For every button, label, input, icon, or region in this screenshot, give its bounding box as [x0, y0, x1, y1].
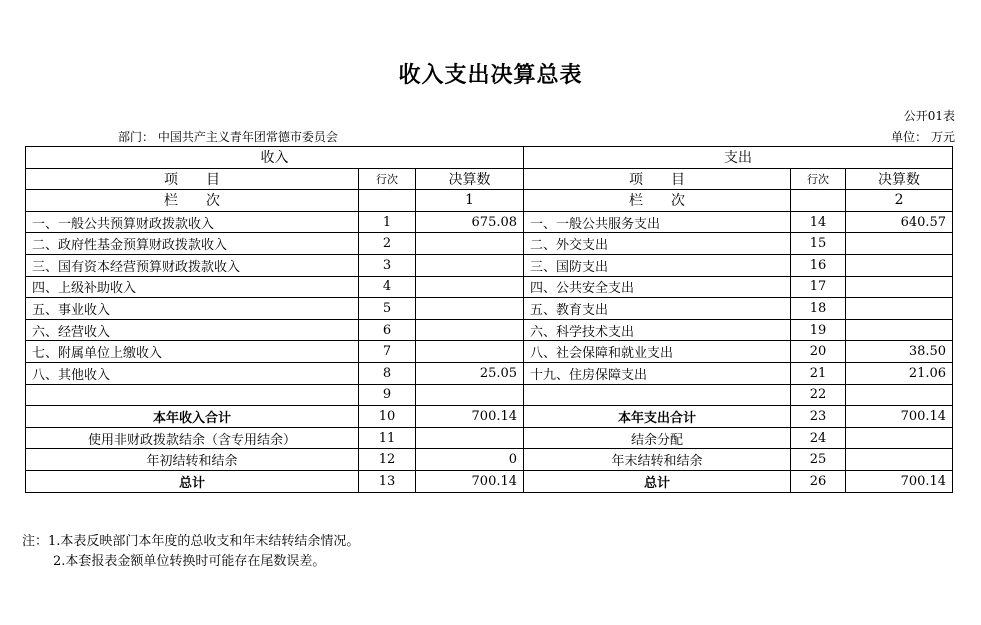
income-value	[416, 298, 524, 320]
expense-line-no: 21	[791, 362, 846, 384]
expense-item-name: 三、国防支出	[524, 254, 791, 276]
expense-item-name: 年末结转和结余	[524, 449, 791, 471]
table-row	[26, 254, 953, 276]
table-row	[26, 427, 953, 449]
income-line-no: 4	[359, 276, 416, 298]
expense-final-header: 决算数	[846, 168, 953, 190]
table-row	[26, 298, 953, 320]
income-column-number: 1	[416, 190, 524, 212]
expense-line-no: 26	[791, 470, 846, 492]
expense-item-name: 二、外交支出	[524, 233, 791, 255]
expense-section-header: 支出	[524, 147, 953, 169]
expense-item-name	[524, 384, 791, 406]
expense-value: 700.14	[846, 406, 953, 428]
expense-line-no: 23	[791, 406, 846, 428]
table-row	[26, 211, 953, 233]
income-value: 0	[416, 449, 524, 471]
notes	[22, 532, 359, 572]
income-value: 25.05	[416, 362, 524, 384]
unit-label: 单位： 万元	[891, 130, 955, 144]
income-line-no: 7	[359, 341, 416, 363]
income-item-name: 年初结转和结余	[26, 449, 359, 471]
income-item-name: 七、附属单位上缴收入	[26, 341, 359, 363]
grand-total-row	[26, 470, 953, 492]
table-column-index-row	[26, 190, 953, 212]
table-row	[26, 362, 953, 384]
expense-line-no: 15	[791, 233, 846, 255]
expense-line-no: 20	[791, 341, 846, 363]
income-line-no: 11	[359, 427, 416, 449]
expense-item-name: 十九、住房保障支出	[524, 362, 791, 384]
income-line-no: 5	[359, 298, 416, 320]
income-value	[416, 276, 524, 298]
income-item-name: 六、经营收入	[26, 319, 359, 341]
income-line-no: 2	[359, 233, 416, 255]
table-header-section-row	[26, 147, 953, 169]
expense-value: 21.06	[846, 362, 953, 384]
expense-item-name: 六、科学技术支出	[524, 319, 791, 341]
expense-value	[846, 276, 953, 298]
income-item-name: 二、政府性基金预算财政拨款收入	[26, 233, 359, 255]
income-item-header: 项 目	[26, 168, 359, 190]
income-value	[416, 254, 524, 276]
expense-value	[846, 233, 953, 255]
income-column-label: 栏 次	[26, 190, 359, 212]
income-item-name: 三、国有资本经营预算财政拨款收入	[26, 254, 359, 276]
expense-value: 700.14	[846, 470, 953, 492]
expense-item-name: 五、教育支出	[524, 298, 791, 320]
income-total-label: 本年收入合计	[26, 406, 359, 428]
note-line-2: 2.本套报表金额单位转换时可能存在尾数误差。	[53, 554, 326, 569]
income-line-no: 9	[359, 384, 416, 406]
expense-item-name: 八、社会保障和就业支出	[524, 341, 791, 363]
income-value: 675.08	[416, 211, 524, 233]
expense-line-no: 14	[791, 211, 846, 233]
expense-line-no: 25	[791, 449, 846, 471]
note-line-1: 注：1.本表反映部门本年度的总收支和年末结转结余情况。	[22, 534, 360, 549]
income-grand-total-label: 总计	[26, 470, 359, 492]
expense-value	[846, 427, 953, 449]
empty-cell	[359, 190, 416, 212]
expense-value	[846, 319, 953, 341]
page-title: 收入支出决算总表	[398, 63, 583, 88]
expense-line-no: 19	[791, 319, 846, 341]
income-value	[416, 427, 524, 449]
expense-value	[846, 254, 953, 276]
income-line-no: 1	[359, 211, 416, 233]
expense-line-no-header: 行次	[791, 168, 846, 190]
expense-value	[846, 298, 953, 320]
income-line-no: 12	[359, 449, 416, 471]
income-line-no: 6	[359, 319, 416, 341]
income-item-name	[26, 384, 359, 406]
income-value: 700.14	[416, 406, 524, 428]
income-item-name: 一、一般公共预算财政拨款收入	[26, 211, 359, 233]
income-value	[416, 319, 524, 341]
income-value: 700.14	[416, 470, 524, 492]
table-row	[26, 384, 953, 406]
income-line-no: 8	[359, 362, 416, 384]
department-label: 部门： 中国共产主义青年团常德市委员会	[118, 130, 338, 144]
expense-item-header: 项 目	[524, 168, 791, 190]
expense-line-no: 24	[791, 427, 846, 449]
income-item-name: 使用非财政拨款结余（含专用结余）	[26, 427, 359, 449]
expense-line-no: 18	[791, 298, 846, 320]
expense-line-no: 22	[791, 384, 846, 406]
table-row	[26, 449, 953, 471]
budget-summary-table	[25, 146, 953, 493]
total-row	[26, 406, 953, 428]
expense-item-name: 四、公共安全支出	[524, 276, 791, 298]
table-row	[26, 319, 953, 341]
table-row	[26, 341, 953, 363]
table-row	[26, 276, 953, 298]
expense-line-no: 16	[791, 254, 846, 276]
table-row	[26, 233, 953, 255]
income-line-no: 10	[359, 406, 416, 428]
income-item-name: 八、其他收入	[26, 362, 359, 384]
income-section-header: 收入	[26, 147, 524, 169]
income-value	[416, 341, 524, 363]
income-final-header: 决算数	[416, 168, 524, 190]
income-value	[416, 233, 524, 255]
income-line-no: 3	[359, 254, 416, 276]
expense-total-label: 本年支出合计	[524, 406, 791, 428]
form-number: 公开01表	[903, 109, 955, 123]
income-line-no-header: 行次	[359, 168, 416, 190]
income-item-name: 五、事业收入	[26, 298, 359, 320]
expense-item-name: 一、一般公共服务支出	[524, 211, 791, 233]
expense-value	[846, 449, 953, 471]
expense-column-label: 栏 次	[524, 190, 791, 212]
expense-grand-total-label: 总计	[524, 470, 791, 492]
table-header-column-row	[26, 168, 953, 190]
expense-item-name: 结余分配	[524, 427, 791, 449]
expense-value: 38.50	[846, 341, 953, 363]
expense-column-number: 2	[846, 190, 953, 212]
income-item-name: 四、上级补助收入	[26, 276, 359, 298]
expense-line-no: 17	[791, 276, 846, 298]
income-line-no: 13	[359, 470, 416, 492]
expense-value: 640.57	[846, 211, 953, 233]
empty-cell	[791, 190, 846, 212]
income-value	[416, 384, 524, 406]
expense-value	[846, 384, 953, 406]
